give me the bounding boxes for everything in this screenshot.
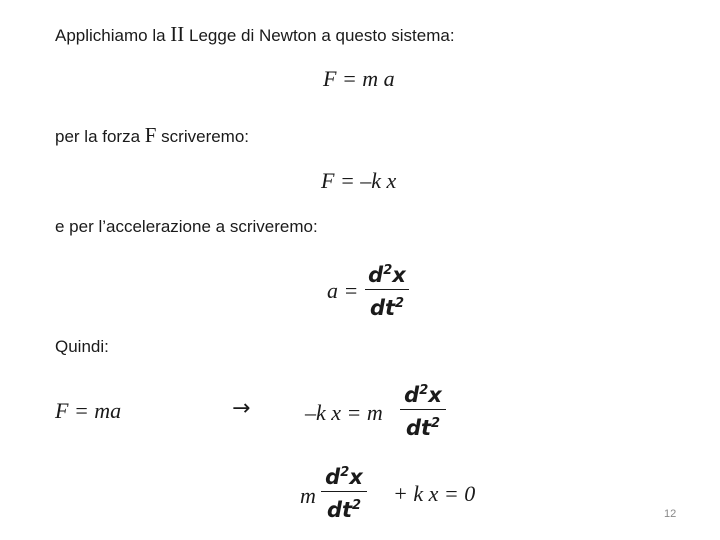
fraction-c-numerator: $d^2x$	[325, 465, 363, 489]
equation-f-ma: F = m a	[323, 66, 395, 91]
force-text-2: scriveremo:	[156, 127, 250, 146]
intro-line	[55, 22, 455, 47]
force-line	[55, 123, 249, 148]
equation-kx-lhs: –k x = m	[305, 400, 383, 425]
acceleration-line: e per l’accelerazione a scriveremo:	[55, 217, 318, 236]
fraction-c-denominator: $dt^2$	[326, 498, 362, 522]
fraction-b-bar	[400, 409, 446, 410]
roman-numeral: II	[170, 22, 185, 46]
fraction-b-denominator: $dt^2$	[405, 416, 441, 440]
fraction-a-numerator: $d^2x$	[368, 263, 406, 287]
fraction-c	[321, 460, 367, 523]
equation-f-ma-left: F = ma	[55, 398, 122, 423]
arrow-right-icon: →	[232, 396, 251, 421]
fraction-c-bar	[321, 491, 367, 492]
fraction-b	[400, 378, 446, 441]
fraction-a	[365, 258, 409, 321]
equation-final-m: m	[300, 483, 316, 508]
equation-a-lhs: a =	[327, 278, 359, 303]
force-text-1: per la forza	[55, 127, 145, 146]
intro-text-1: Applichiamo la	[55, 26, 171, 45]
force-symbol: F	[144, 123, 157, 147]
quindi-label: Quindi:	[55, 337, 109, 356]
page-number: 12	[664, 508, 677, 520]
fraction-a-denominator: $dt^2$	[369, 296, 405, 320]
fraction-a-bar	[365, 289, 409, 290]
equation-final-rest: + k x = 0	[393, 481, 476, 506]
fraction-b-numerator: $d^2x$	[404, 383, 442, 407]
intro-text-2: Legge di Newton a questo sistema:	[184, 26, 455, 45]
equation-f-kx: F = –k x	[321, 168, 397, 193]
